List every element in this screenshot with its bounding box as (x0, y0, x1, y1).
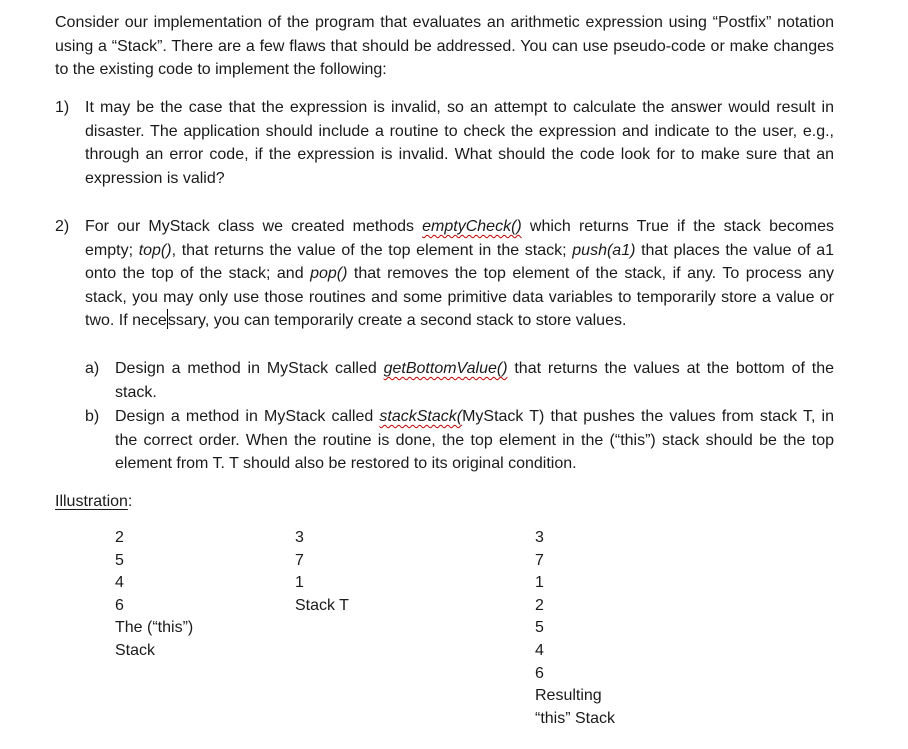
stack-value: 3 (535, 529, 544, 546)
stack-label: Resulting (535, 687, 602, 705)
stack-value: 5 (115, 551, 124, 569)
stack-value: 2 (115, 529, 124, 546)
item-1-text: It may be the case that the expression is invalid, so an attempt to calculate the answer would result in disaster. The application should include a routine to check the expression and indicate to the user, e.g., through an error code, if the expression is invalid. What should the code look for to make sure that an expression is valid? (85, 99, 834, 187)
stack-value: 7 (295, 551, 304, 569)
stack-value: 4 (535, 641, 544, 659)
push-method: push(a1) (572, 241, 636, 259)
stack-value: 2 (535, 596, 544, 614)
list-marker: b) (85, 408, 100, 425)
stack-value: 7 (535, 551, 544, 569)
sub-item-a (85, 357, 834, 404)
list-item-1 (55, 96, 834, 190)
sub-item-b (85, 405, 834, 476)
stack-value: 1 (535, 574, 544, 592)
this-stack-column (115, 527, 193, 663)
empty-check-method: emptyCheck() (422, 218, 522, 235)
stack-t-column (295, 527, 349, 617)
pop-method: pop() (310, 265, 348, 283)
illustration-heading: Illustration: (55, 493, 133, 510)
item-2-text: For our MyStack class we created methods emptyCheck() which returns True if the stack becomes empty; top(), that returns the value of the top element in the stack; push(a1) that places the value of a1 onto the top of the stack; and pop() that removes the top element of the stack, if any. To process any stack, you may only use those routines and some primitive data variables to temporarily store a value or two. If necessary, you can temporarily create a second stack to store values. (85, 218, 835, 330)
stack-label: “this” Stack (535, 709, 616, 727)
list-marker: 1) (55, 99, 70, 116)
stack-stack-param: MyStack T (462, 408, 540, 425)
stack-value: 4 (115, 574, 124, 592)
list-item-2 (55, 215, 834, 333)
stack-label: The (“this”) (115, 619, 194, 637)
stack-label: Stack T (295, 596, 349, 614)
item-b-text: Design a method in MyStack called stackStack(MyStack T) that pushes the values from stack T, in the correct order. When the routine is done, the top element in the (“this”) stack should be the top element from T. T should also be restored to its original condition. (115, 408, 834, 473)
top-method: top() (138, 241, 172, 259)
stack-value: 3 (295, 529, 304, 546)
item-a-text: Design a method in MyStack called getBottomValue() that returns the values at the bottom of the stack. (115, 360, 834, 401)
result-stack-column (535, 527, 615, 730)
list-marker: 2) (55, 218, 70, 235)
stack-value: 5 (535, 619, 544, 637)
stack-value: 6 (115, 596, 124, 614)
intro-paragraph: Consider our implementation of the program that evaluates an arithmetic expression using “Postfix” notation using a “Stack”. There are a few flaws that should be addressed. You can use pseudo-code or make changes to the existing code to implement the following: (55, 14, 834, 79)
stack-stack-method: stackStack( (379, 408, 463, 425)
stack-value: 1 (295, 574, 304, 592)
get-bottom-value-method: getBottomValue() (383, 360, 508, 377)
list-marker: a) (85, 360, 100, 377)
stack-value: 6 (535, 664, 544, 682)
stack-label: Stack (115, 641, 156, 659)
